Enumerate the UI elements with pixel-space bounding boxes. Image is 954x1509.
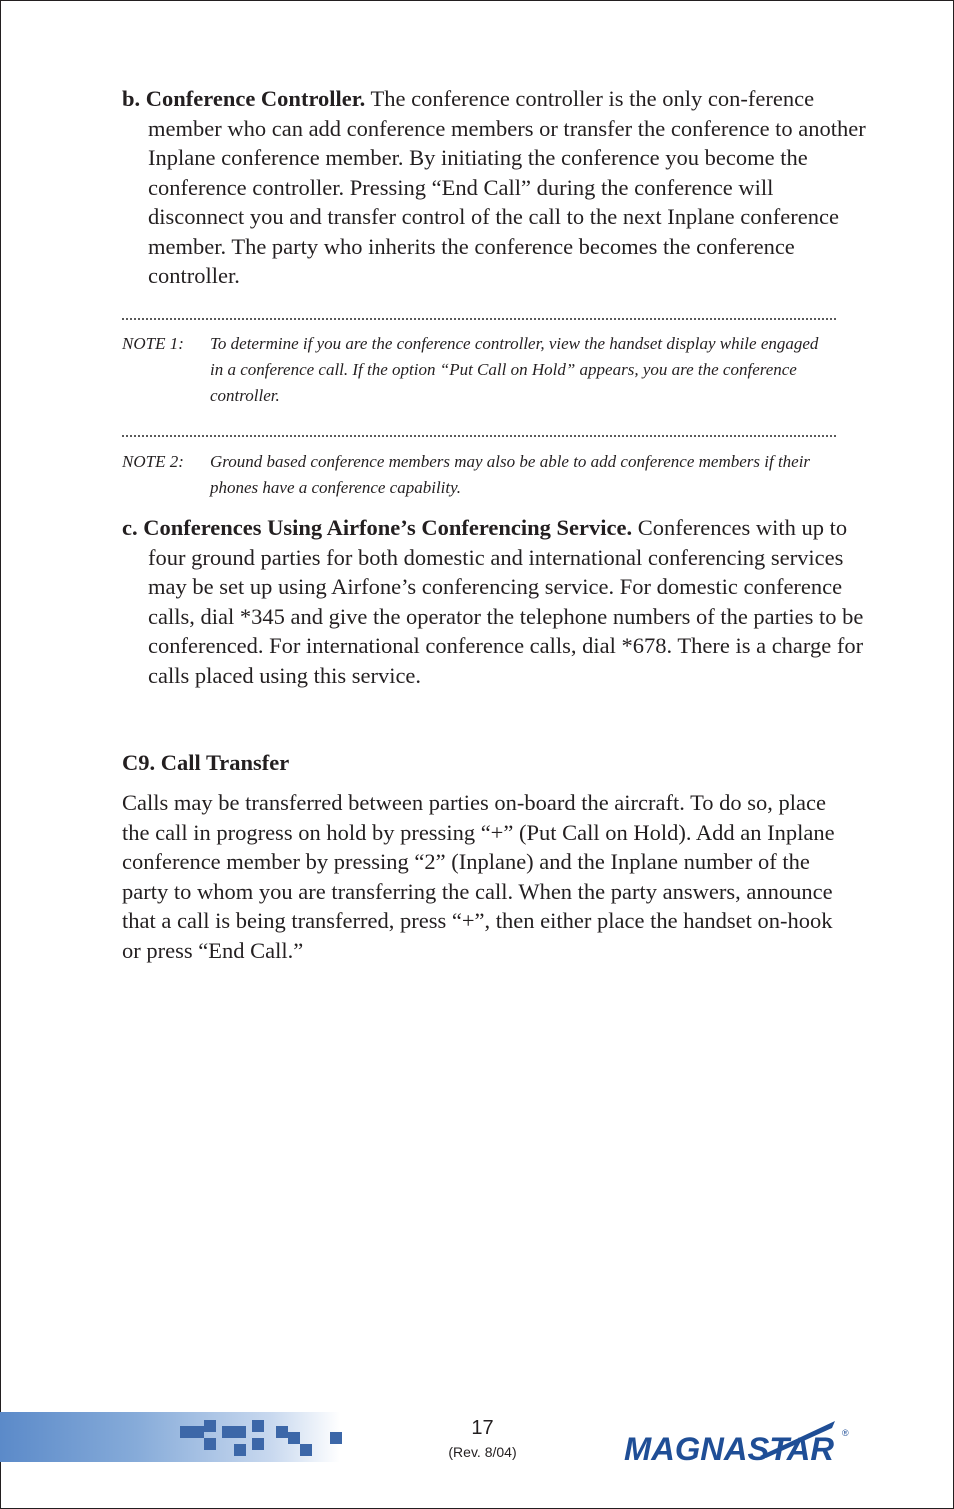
page-number: 17 — [471, 1417, 494, 1439]
footer-pixel-pattern — [180, 1420, 350, 1460]
note-1-text: To determine if you are the conference controller, view the handset display while engaged in a conference call. If the option “Put Call on Hold” appears, you are the conference controller. — [210, 334, 819, 405]
conferencing-service-item — [122, 513, 868, 690]
conference-controller-label: b. Conference Controller. — [122, 86, 366, 111]
conference-controller-text: The conference controller is the only con-ference member who can add conference members or transfer the conference to another Inplane conference member. By initiating the conference you become the conference controller. Pressing “End Call” during the conference will disconnect you and transfer control of the call to the next Inplane conference member. The party who inherits the conference becomes the conference controller. — [148, 86, 866, 288]
note-divider-1 — [122, 318, 836, 320]
conferencing-service-label: c. Conferences Using Airfone’s Conferencing Service. — [122, 515, 633, 540]
note-2-text: Ground based conference members may also be able to add conference members if their phones have a conference capability. — [210, 452, 811, 497]
note-1-label: NOTE 1: — [122, 334, 184, 353]
revision-date: (Rev. 8/04) — [448, 1444, 517, 1460]
magnastar-logo — [620, 1418, 850, 1468]
conferencing-service-text: Conferences with up to four ground parties for both domestic and international conferencing services may be set up using Airfone’s conferencing service. For domestic conference calls, dial *345 and give the operator the telephone numbers of the parties to be conferenced. For international conference calls, dial *678. There is a charge for calls placed using this service. — [148, 515, 864, 688]
note-divider-2 — [122, 435, 836, 437]
registered-mark: ® — [842, 1428, 849, 1438]
conference-controller-item — [122, 84, 868, 291]
note-2-label: NOTE 2: — [122, 452, 184, 471]
call-transfer-paragraph: Calls may be transferred between parties on-board the aircraft. To do so, place the call in progress on hold by pressing “+” (Put Call on Hold). Add an Inplane conference member by pressing “2” (Inplane) and the Inplane number of the party to whom you are transferring the call. When the party answers, announce that a call is being transferred, press “+”, then either place the handset on-hook or press “End Call.” — [122, 790, 835, 963]
logo-wordmark: MAGNASTAR — [624, 1431, 834, 1467]
call-transfer-heading: C9. Call Transfer — [122, 750, 290, 775]
